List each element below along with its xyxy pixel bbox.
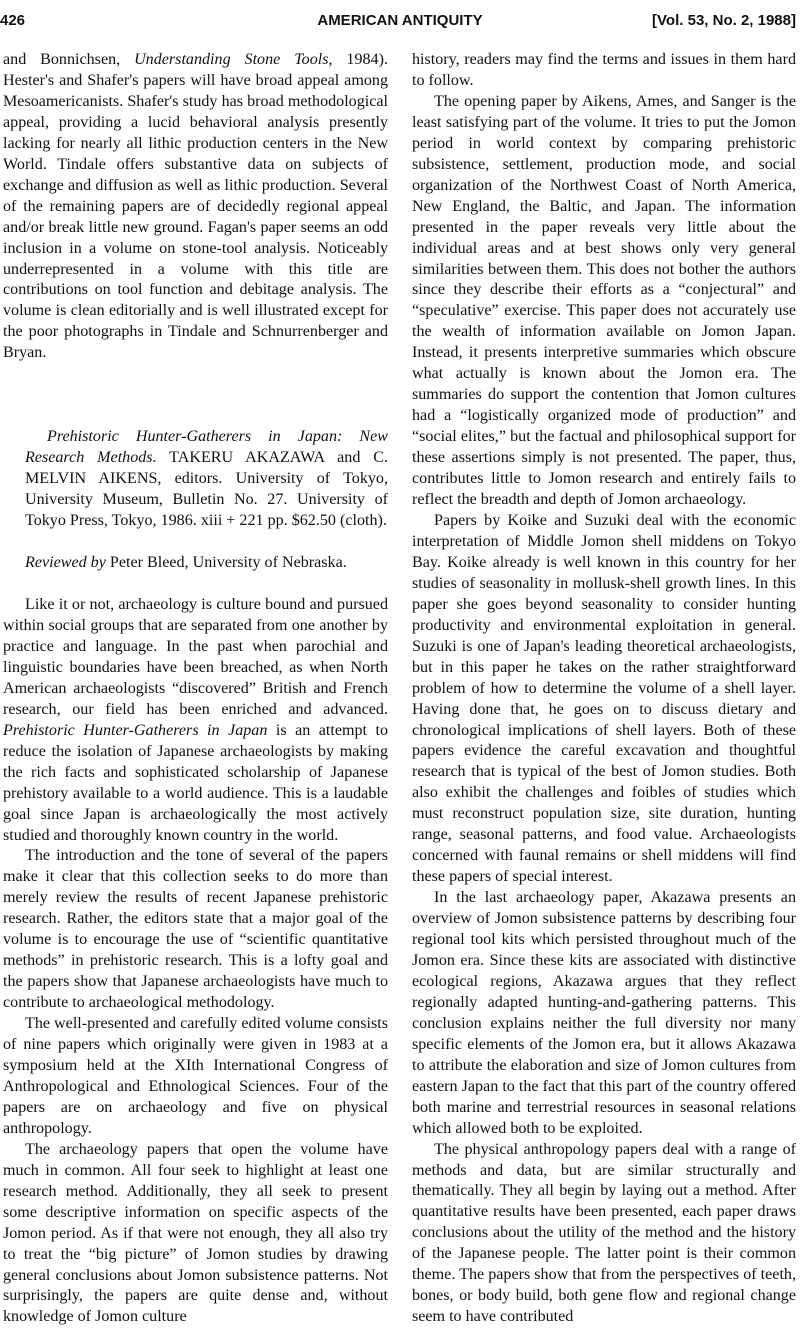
paragraph: In the last archaeology paper, Akazawa presents an overview of Jomon subsistence patterns by describing four regional tool kits which persisted throughout much of the Jomon era. Since these kits are associated with distinctive ecological regions, Akazawa argues that they reflect regionally adapted hunting-and-gathering patterns. This conclusion explains neither the full diversity nor many specific elements of the Jomon era, but it allows Akazawa to attribute the elaboration and size of Jomon cultures from eastern Japan to the fact that this part of the country offered both marine and terrestrial resources in seasonal relations which allowed both to be exploited.	[412, 889, 796, 1137]
paragraph	[3, 50, 388, 364]
right-column	[412, 50, 796, 1328]
page-number: 426	[0, 12, 26, 29]
paragraph	[3, 595, 388, 846]
paragraph: The archaeology papers that open the volume have much in common. All four seek to highlight at least one research method. Additionally, they all seek to present some descriptive information on specific aspects of the Jomon period. As if that were not enough, they all also try to treat the “big picture” of Jomon studies by drawing general conclusions about Jomon subsistence patterns. Not surprisingly, the papers are quite dense and, without knowledge of Jomon culture	[3, 1140, 388, 1326]
text-run: Like it or not, archaeology is culture bound and pursued within social groups that are separated from one another by practice and language. In the past when parochial and linguistic boundaries have been breached, as when North American archaeologists “discovered” British and French research, our field has been enriched and advanced.	[3, 596, 388, 718]
reviewed-by-label: Reviewed by	[25, 554, 106, 572]
section-gap	[3, 574, 388, 595]
cited-title: Prehistoric Hunter-Gatherers in Japan	[3, 721, 268, 739]
cited-title: Understanding Stone Tools,	[134, 51, 333, 68]
paragraph: The well-presented and carefully edited volume consists of nine papers which originally were given in 1983 at a symposium held at the XIth International Congress of Anthropological and Ethnological Sciences. Four of the papers are on archaeology and five on physical anthropology.	[3, 1015, 388, 1137]
paragraph: Papers by Koike and Suzuki deal with the economic interpretation of Middle Jomon shell middens on Tokyo Bay. Koike already is well known in this country for her studies of seasonality in mollusk-shell growth lines. In this paper she goes beyond seasonality to consider hunting productivity and environmental exploitation in general. Suzuki is one of Japan's leading theoretical archaeologists, but in this paper he takes on the rather straightforward problem of how to determine the volume of a shell layer. Having done that, he goes on to discuss dietary and chronological implications of shell layers. Both of these papers evidence the careful excavation and thoughtful research that is typical of the best of Jomon studies. Both also exhibit the challenges and foibles of studies which must reconstruct population size, site duration, hunting range, seasonal patterns, and food value. Archaeologists concerned with faunal remains or shell middens will find these papers of special interest.	[412, 511, 796, 886]
book-citation	[3, 427, 388, 532]
text-run: 1984). Hester's and Shafer's papers will have broad appeal among Mesoamericanists. Shafer's study has broad methodological appeal, providing a lucid behavioral analysis presently lacking for nearly all lithic production centers in the New World. Tindale offers substantive data on subjects of exchange and diffusion as well as lithic production. Several of the remaining papers are of decidedly regional appeal and/or break little new ground. Fagan's paper seems an odd inclusion in a volume on stone-tool analysis. Noticeably underrepresented in a volume with this title are contributions on tool function and debitage analysis. The volume is clean editorially and is well illustrated except for the poor photographs in Tindale and Schnurrenberger and Bryan.	[3, 51, 388, 362]
reviewer-line	[3, 553, 388, 574]
paragraph: The opening paper by Aikens, Ames, and Sanger is the least satisfying part of the volume. It tries to put the Jomon period in world context by comparing prehistoric subsistence, settlement, production mode, and social organization of the Northwest Coast of North America, New England, the Baltic, and Japan. The information presented in the paper reveals very little about the individual areas and at best shows only very general similarities between them. This does not bother the authors since they describe their efforts as a “conjectural” and “speculative” exercise. This paper does not accurately use the wealth of information available on Jomon Japan. Instead, it presents interpretive summaries which obscure what actually is known about the Jomon era. The summaries do support the contention that Jomon cultures had a “logistically organized mode of production” and “social elites,” but the factual and philosophical support for these assertions simply is not presented. The paper, thus, contributes little to Jomon research and entirely fails to reflect the breadth and depth of Jomon archaeology.	[412, 92, 796, 509]
page-header	[0, 12, 800, 38]
reviewer-name: Peter Bleed, University of Nebraska.	[105, 554, 347, 572]
left-column	[3, 50, 388, 1328]
paragraph: The physical anthropology papers deal with a range of methods and data, but are similar structurally and thematically. They all begin by laying out a method. After quantitative results have been presented, each paper draws conclusions about the utility of the method and the history of the Japanese people. The latter point is their common theme. The papers show that from the perspectives of teeth, bones, or body build, both gene flow and regional change seem to have contributed	[412, 1140, 796, 1326]
text-run: is an attempt to reduce the isolation of Japanese archaeologists by making the rich facts and sophisticated scholarship of Japanese prehistory available to a world audience. This is a laudable goal since Japan is archaeologically the most actively studied and thoroughly known country in the world.	[3, 721, 388, 844]
paragraph: The introduction and the tone of several of the papers make it clear that this collection seeks to do more than merely review the results of recent Japanese prehistoric research. Rather, the editors state that a major goal of the volume is to encourage the use of “scientific quantitative methods” in prehistoric research. This is a lofty goal and the papers show that Japanese archaeologists have much to contribute to archaeological methodology.	[3, 847, 388, 1012]
volume-info: [Vol. 53, No. 2, 1988]	[652, 12, 796, 29]
book-title: Prehistoric Hunter-Gatherers in Japan: New Research Methods.	[25, 428, 388, 467]
text-run: and Bonnichsen,	[3, 51, 135, 68]
journal-title: AMERICAN ANTIQUITY	[317, 12, 483, 29]
paragraph: history, readers may find the terms and issues in them hard to follow.	[412, 51, 796, 89]
section-gap	[3, 364, 388, 427]
book-details: TAKERU AKAZAWA and C. MELVIN AIKENS, editors. University of Tokyo, University Museum, Bulletin No. 27. University of Tokyo Press, Tokyo, 1986. xiii + 221 pp. $62.50 (cloth).	[25, 449, 388, 530]
section-gap	[3, 532, 388, 553]
